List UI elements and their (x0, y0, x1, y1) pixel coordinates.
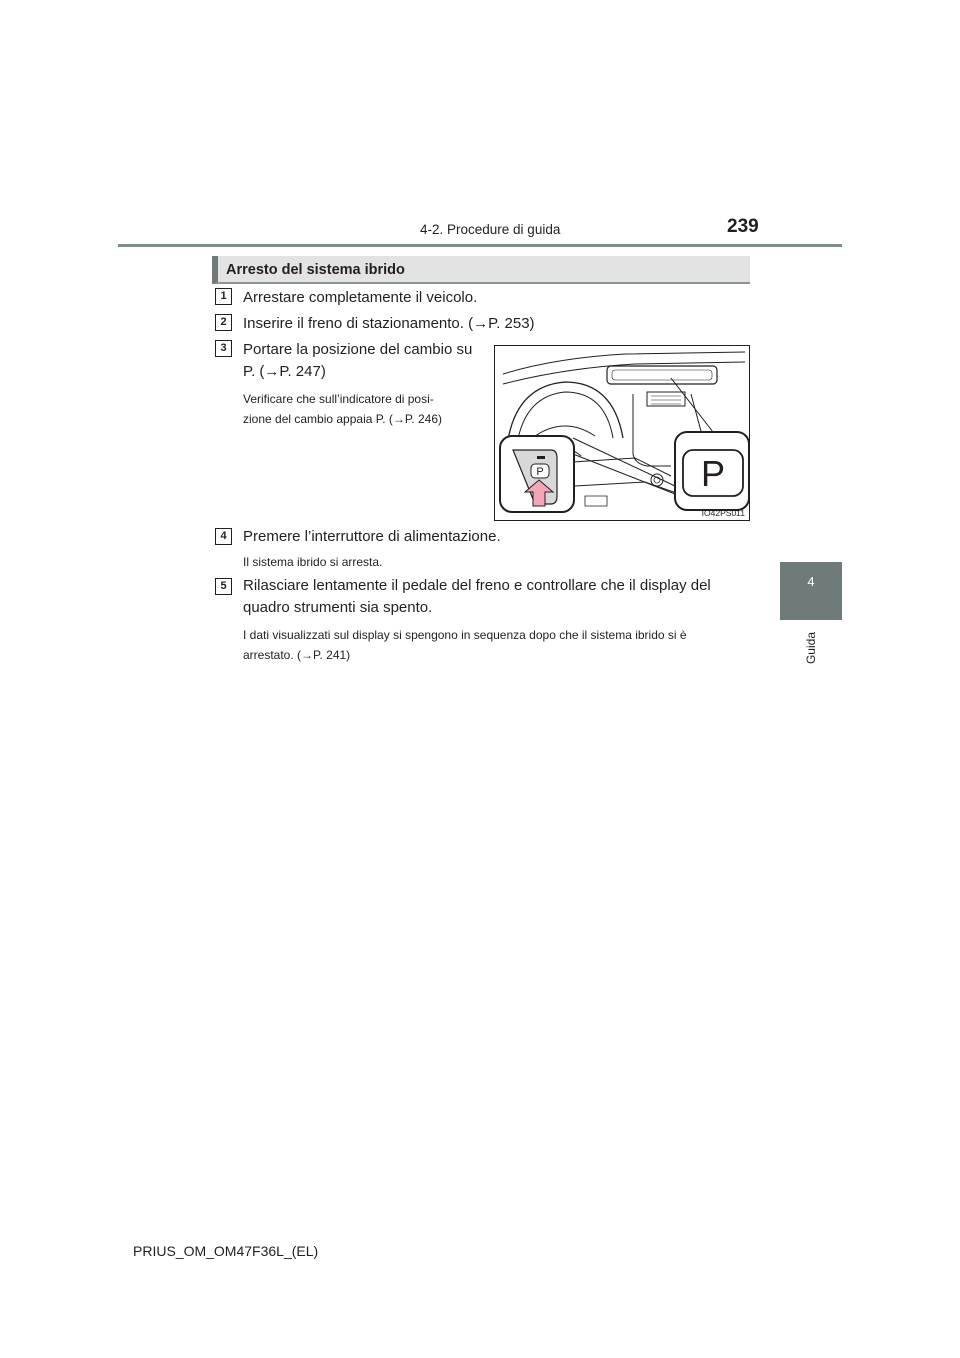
step-5-text-line2: quadro strumenti sia spento. (243, 599, 433, 616)
step-number-badge: 4 (215, 528, 232, 545)
step-number-badge: 5 (215, 578, 232, 595)
step-3-note-line2: zione del cambio appaia P. (→P. 246) (243, 412, 443, 426)
step-1-text: Arrestare completamente il veicolo. (243, 289, 478, 306)
step-3-note-line1: Verificare che sull’indicatore di posi- (243, 392, 434, 406)
chapter-number: 4 (807, 574, 815, 589)
step-3-text-line2: P. (→P. 247) (243, 363, 326, 380)
button-letter: P (536, 466, 544, 478)
step-5-text-line1: Rilasciare lentamente il pedale del freno e controllare che il display del (243, 577, 711, 594)
step-number-badge: 3 (215, 340, 232, 357)
step-5-note-line2: arrestato. (→P. 241) (243, 648, 351, 662)
header-section-title: 4-2. Procedure di guida (420, 222, 561, 237)
shift-position-illustration (494, 345, 750, 521)
step-number-badge: 2 (215, 314, 232, 331)
step-4-note: Il sistema ibrido si arresta. (243, 555, 383, 569)
chapter-label: Guida (804, 632, 818, 665)
footer-document-code: PRIUS_OM_OM47F36L_(EL) (133, 1243, 319, 1259)
page-number: 239 (727, 216, 759, 237)
step-3-text-line1: Portare la posizione del cambio su (243, 341, 473, 358)
step-number-badge: 1 (215, 288, 232, 305)
step-5-note-line1: I dati visualizzati sul display si spengono in sequenza dopo che il sistema ibrido si è (243, 628, 687, 642)
step-2-text: Inserire il freno di stazionamento. (→P. 253) (243, 315, 535, 332)
section-title: Arresto del sistema ibrido (226, 262, 405, 278)
header-rule (118, 244, 842, 247)
step-4-text: Premere l’interruttore di alimentazione. (243, 528, 501, 545)
indicator-letter: P (700, 453, 726, 494)
chapter-tab (780, 562, 842, 620)
illustration-code: IO42PS011 (701, 508, 745, 518)
